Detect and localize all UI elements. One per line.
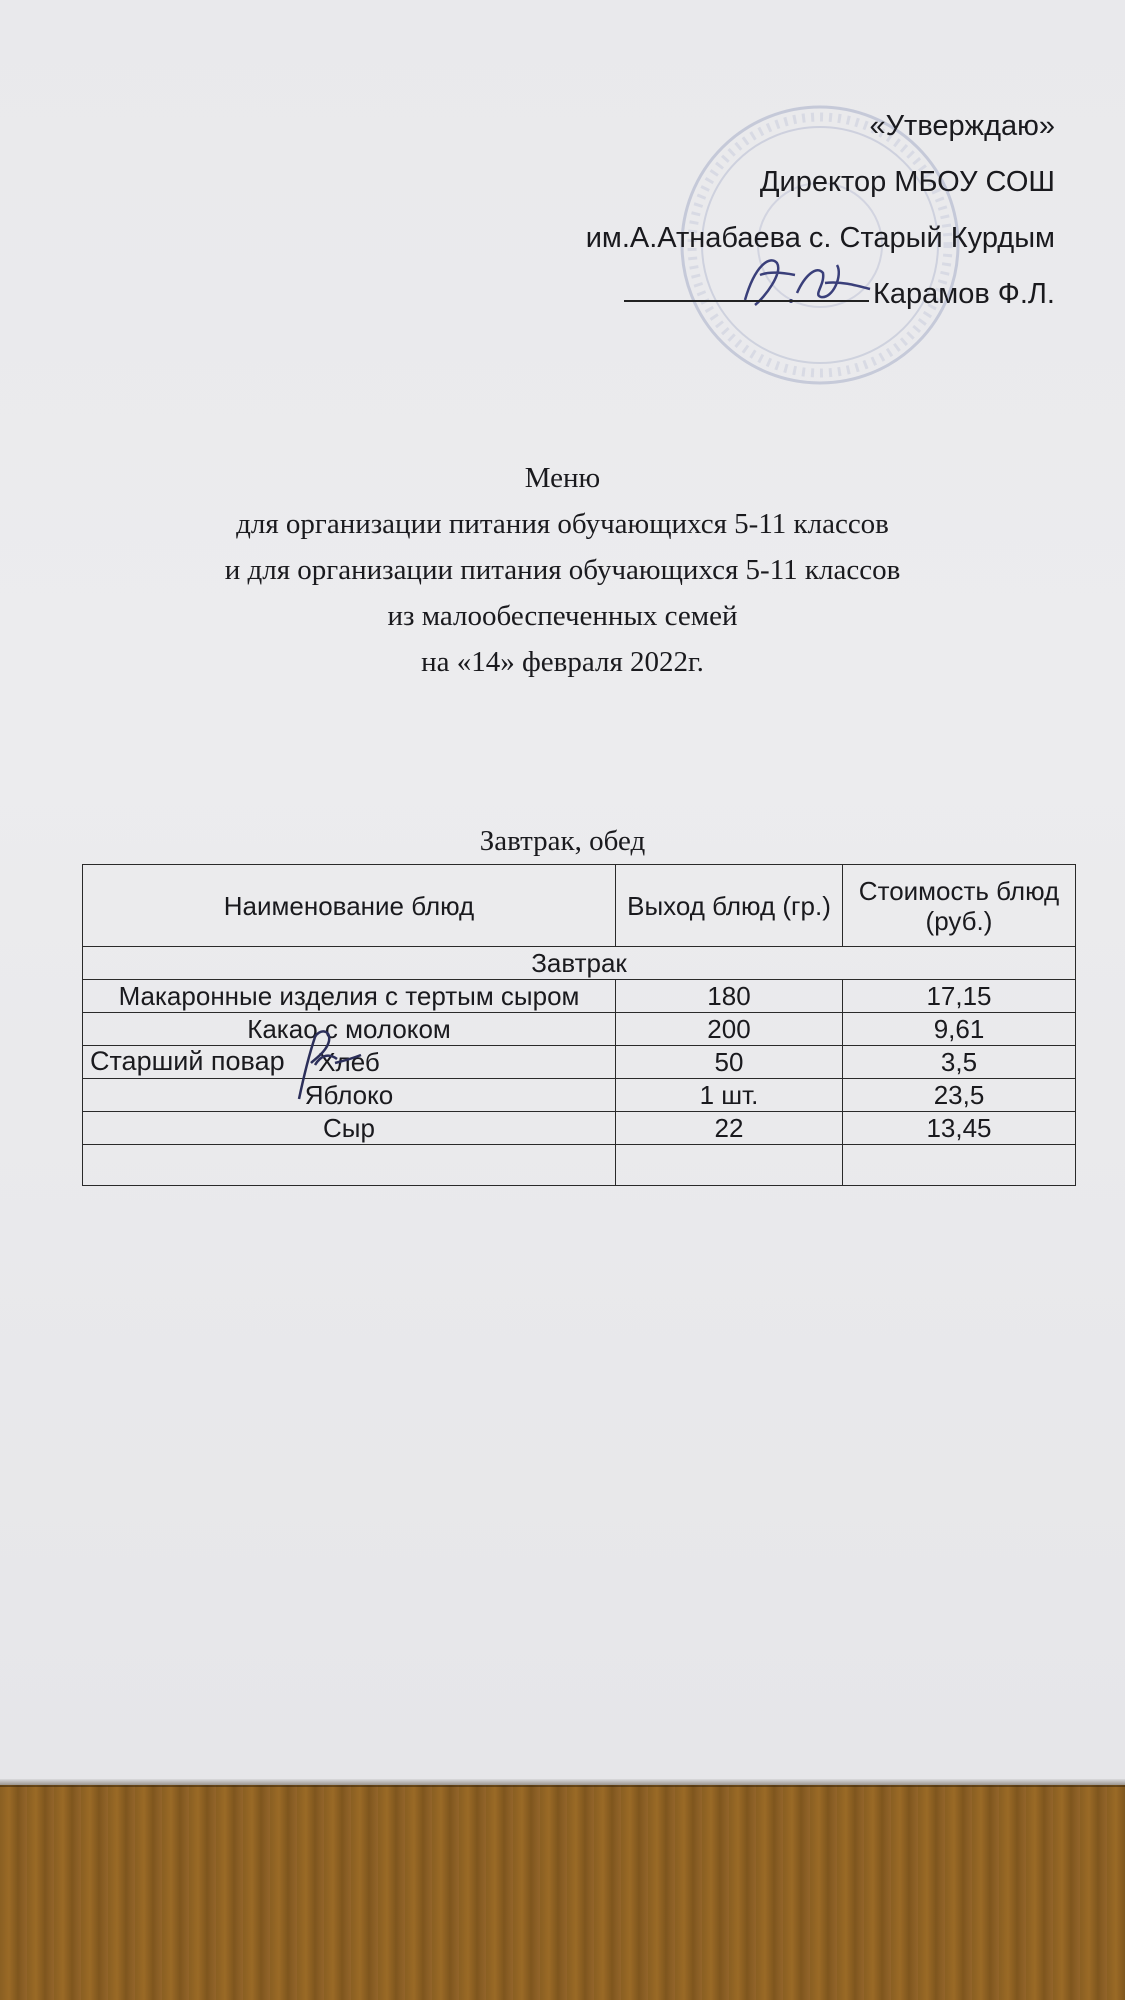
approval-signature-line <box>586 266 1055 322</box>
section-row <box>83 947 1076 980</box>
table-row <box>83 1079 1076 1112</box>
approval-block <box>586 98 1055 322</box>
dish-cost: 9,61 <box>843 1013 1076 1046</box>
signature-underline <box>624 300 869 302</box>
approval-school: им.А.Атнабаева с. Старый Курдым <box>585 222 1055 254</box>
cook-label: Старший повар <box>90 1046 285 1076</box>
title-line-2: для организации питания обучающихся 5-11 классов <box>236 508 889 540</box>
header-yield: Выход блюд (гр.) <box>616 865 843 947</box>
meal-heading: Завтрак, обед <box>479 825 646 857</box>
empty-cell <box>843 1145 1076 1186</box>
dish-cost: 17,15 <box>843 980 1076 1013</box>
empty-cell <box>616 1145 843 1186</box>
page-edge-shadow <box>0 1779 1125 1787</box>
dish-cost: 23,5 <box>843 1079 1076 1112</box>
dish-yield: 1 шт. <box>616 1079 843 1112</box>
menu-table <box>82 864 1076 1186</box>
title-line-1: Меню <box>524 462 601 494</box>
dish-cost: 13,45 <box>843 1112 1076 1145</box>
table-header-row <box>83 865 1076 947</box>
dish-cost: 3,5 <box>843 1046 1076 1079</box>
dish-name: Макаронные изделия с тертым сыром <box>83 980 616 1013</box>
cook-signature-icon <box>285 1025 365 1105</box>
dish-yield: 180 <box>616 980 843 1013</box>
empty-cell <box>83 1145 616 1186</box>
table-row-empty <box>83 1145 1076 1186</box>
approval-heading: «Утверждаю» <box>869 110 1055 142</box>
header-cost: Стоимость блюд (руб.) <box>843 865 1076 947</box>
dish-name: Сыр <box>83 1112 616 1145</box>
section-breakfast: Завтрак <box>83 947 1076 980</box>
background-floor <box>0 1785 1125 2000</box>
title-line-4: из малообеспеченных семей <box>387 600 738 632</box>
title-date: на «14» февраля 2022г. <box>421 646 704 678</box>
dish-yield: 22 <box>616 1112 843 1145</box>
approval-position: Директор МБОУ СОШ <box>759 166 1055 198</box>
document-title <box>0 455 1125 685</box>
title-line-3: и для организации питания обучающихся 5-11 классов <box>224 554 901 586</box>
table-row <box>83 1112 1076 1145</box>
dish-yield: 50 <box>616 1046 843 1079</box>
dish-name: Хлеб <box>83 1046 616 1079</box>
approval-signer: Карамов Ф.Л. <box>872 278 1055 310</box>
dish-name: Яблоко <box>83 1079 616 1112</box>
dish-yield: 200 <box>616 1013 843 1046</box>
dish-name: Какао с молоком <box>83 1013 616 1046</box>
table-row <box>83 1013 1076 1046</box>
table-row <box>83 980 1076 1013</box>
header-dish-name: Наименование блюд <box>83 865 616 947</box>
